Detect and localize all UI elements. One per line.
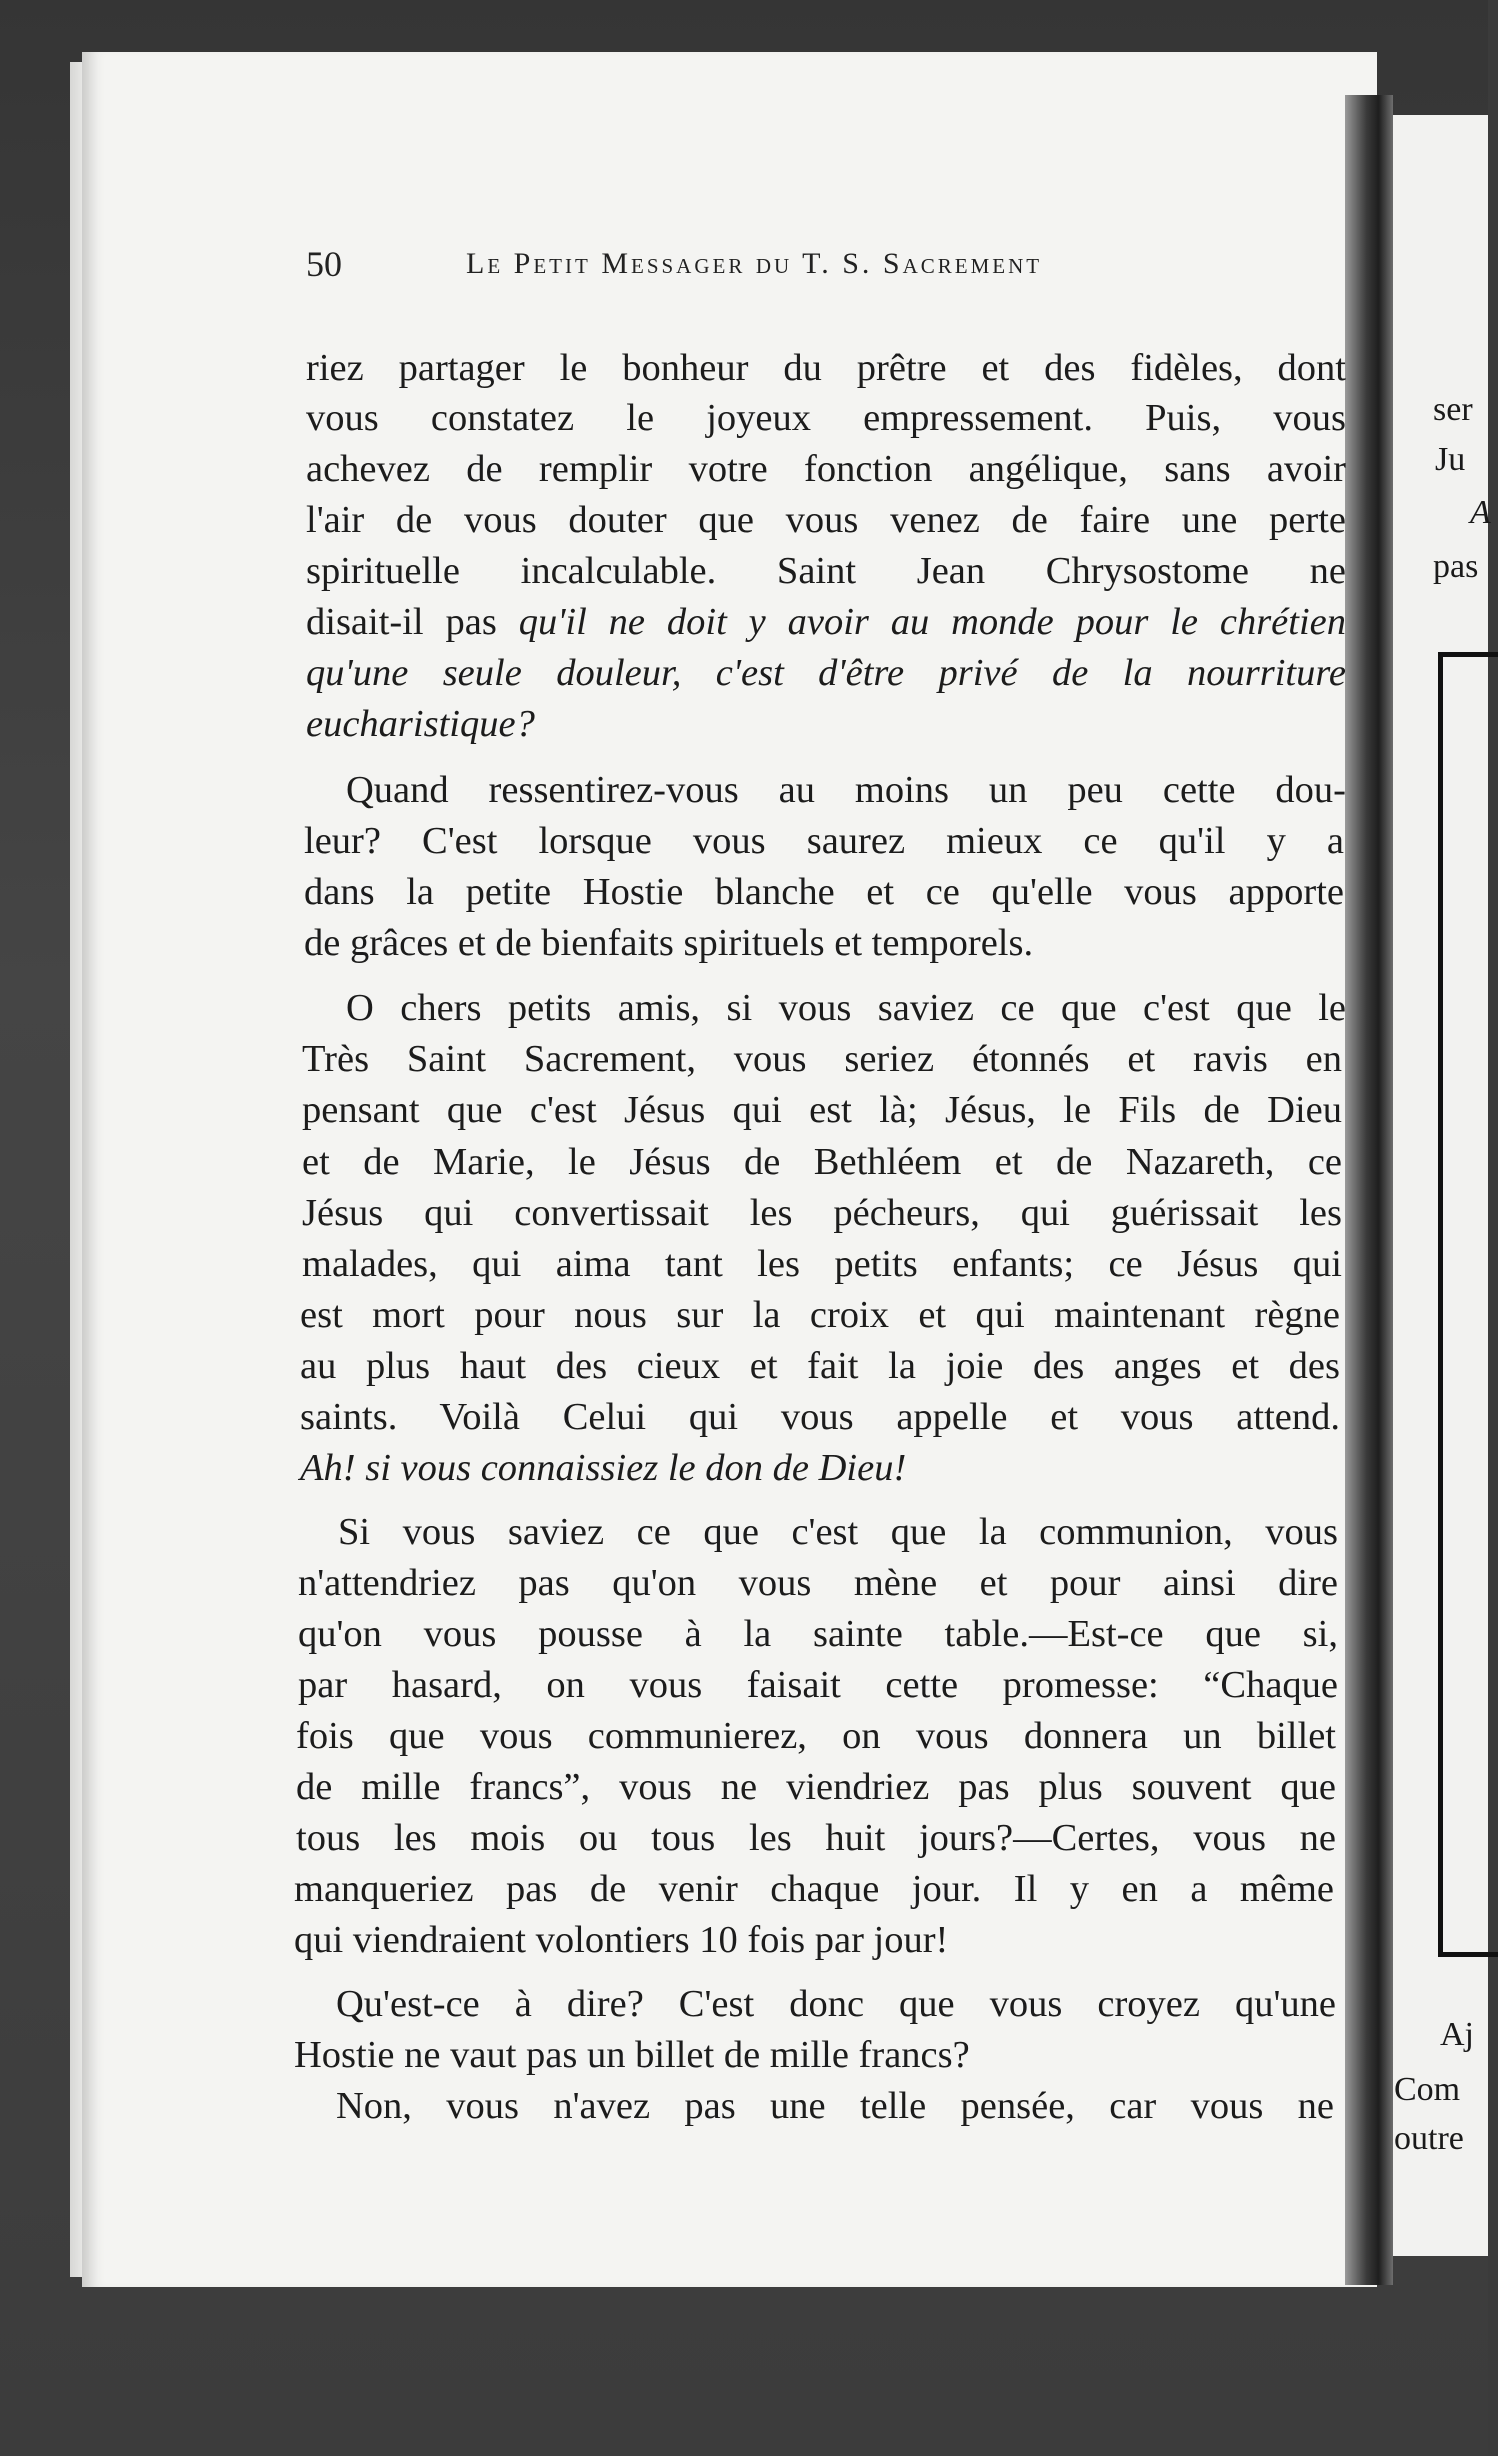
text-line: Jésus qui convertissait les pécheurs, qui guérissait les [302,1192,1342,1234]
facing-page-fragment: A [1470,494,1491,531]
text-line: riez partager le bonheur du prêtre et des fidèles, dont [306,347,1346,389]
text-line: tous les mois ou tous les huit jours?—Certes, vous ne [296,1817,1336,1859]
text-line: achevez de remplir votre fonction angélique, sans avoir [306,448,1346,490]
text-line: Hostie ne vaut pas un billet de mille francs? [294,2034,970,2076]
facing-page-fragment: ser [1433,391,1473,428]
page-header [306,243,1206,293]
text-line: de grâces et de bienfaits spirituels et temporels. [304,922,1034,964]
text-line: dans la petite Hostie blanche et ce qu'elle vous apporte [304,871,1344,913]
text-line: vous constatez le joyeux empressement. Puis, vous [306,397,1346,439]
text-line: fois que vous communierez, on vous donnera un billet [296,1715,1336,1757]
text-line: l'air de vous douter que vous venez de faire une perte [306,499,1346,541]
text-line: saints. Voilà Celui qui vous appelle et vous attend. [300,1396,1340,1438]
text-line: leur? C'est lorsque vous saurez mieux ce qu'il y a [304,820,1344,862]
text-line: Très Saint Sacrement, vous seriez étonnés et ravis en [302,1038,1342,1080]
page-number: 50 [306,244,342,284]
text-line: qu'on vous pousse à la sainte table.—Est-ce que si, [298,1613,1338,1655]
facing-page-fragment: outre [1394,2120,1464,2157]
text-line: Si vous saviez ce que c'est que la communion, vous [338,1511,1338,1553]
text-line: Ah! si vous connaissiez le don de Dieu! [300,1447,907,1489]
text-line: n'attendriez pas qu'on vous mène et pour ainsi dire [298,1562,1338,1604]
text-line: de mille francs”, vous ne viendriez pas plus souvent que [296,1766,1336,1808]
text-line: Quand ressentirez-vous au moins un peu cette dou- [346,769,1346,811]
text-line: disait-il pas qu'il ne doit y avoir au monde pour le chrétien [306,601,1346,643]
text-line: manqueriez pas de venir chaque jour. Il y en a même [294,1868,1334,1910]
facing-page-frame [1438,652,1498,1957]
text-line: et de Marie, le Jésus de Bethléem et de Nazareth, ce [302,1141,1342,1183]
text-line: eucharistique? [306,703,535,745]
book-gutter [1345,95,1393,2285]
text-line: qu'une seule douleur, c'est d'être privé de la nourriture [306,652,1346,694]
text-line: Qu'est-ce à dire? C'est donc que vous croyez qu'une [336,1983,1336,2025]
facing-page-fragment: Ju [1435,441,1466,478]
text-line: est mort pour nous sur la croix et qui maintenant règne [300,1294,1340,1336]
text-line: Non, vous n'avez pas une telle pensée, car vous ne [336,2085,1334,2127]
text-line: par hasard, on vous faisait cette promesse: “Chaque [298,1664,1338,1706]
text-line: au plus haut des cieux et fait la joie des anges et des [300,1345,1340,1387]
text-line: qui viendraient volontiers 10 fois par jour! [294,1919,949,1961]
text-line: pensant que c'est Jésus qui est là; Jésus, le Fils de Dieu [302,1089,1342,1131]
text-line: O chers petits amis, si vous saviez ce que c'est que le [346,987,1346,1029]
text-line: spirituelle incalculable. Saint Jean Chrysostome ne [306,550,1346,592]
facing-page-fragment: pas [1433,548,1479,585]
text-line: malades, qui aima tant les petits enfants; ce Jésus qui [302,1243,1342,1285]
facing-page-fragment: Aj [1440,2016,1474,2053]
running-title: Le Petit Messager du T. S. Sacrement [466,247,1043,280]
facing-page-fragment: Com [1394,2071,1461,2108]
